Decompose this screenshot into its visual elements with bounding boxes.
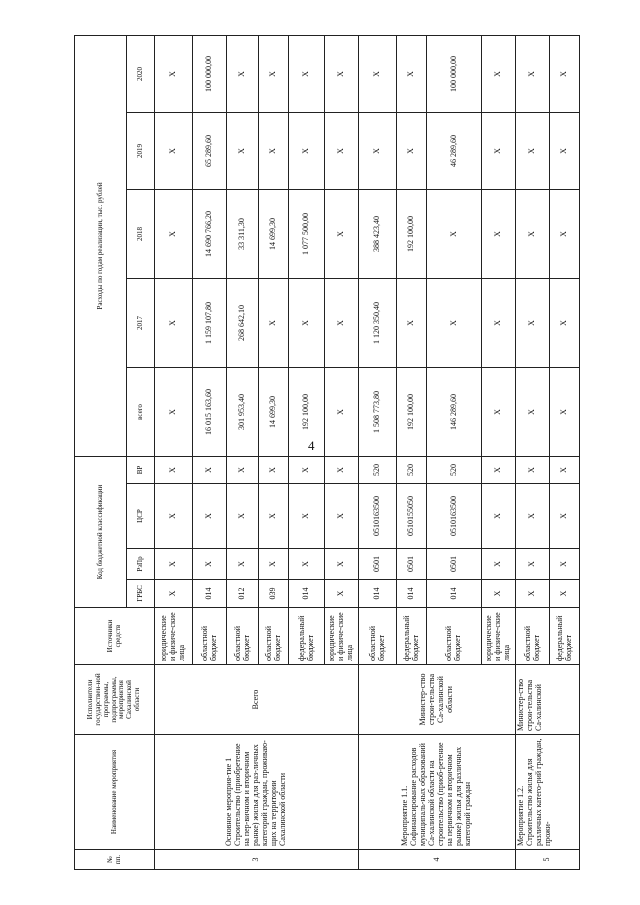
rzpr-cell: 0501 <box>359 549 397 580</box>
source-cell: федеральный бюджет <box>550 608 580 665</box>
year-2019-cell: Х <box>359 112 397 189</box>
year-2017-cell: 268 642,10 <box>227 278 259 367</box>
table-row <box>155 35 193 869</box>
rzpr-cell: 0501 <box>397 549 427 580</box>
year-2018-cell: 1 077 500,00 <box>289 189 325 278</box>
total-cell: 146 289,60 <box>427 367 482 456</box>
rzpr-cell: Х <box>516 549 550 580</box>
header-rzpr: РзПр <box>127 549 155 580</box>
year-2019-cell: Х <box>259 112 289 189</box>
header-num: № пп. <box>75 850 155 870</box>
vr-cell: Х <box>482 456 516 483</box>
total-cell: 14 699,30 <box>259 367 289 456</box>
year-2018-cell: 14 690 766,20 <box>193 189 227 278</box>
csr-cell: 0510163500 <box>427 484 482 549</box>
year-2018-cell: Х <box>427 189 482 278</box>
budget-table <box>74 35 580 870</box>
year-2020-cell: Х <box>359 35 397 112</box>
total-cell: Х <box>325 367 359 456</box>
grbs-cell: 014 <box>193 580 227 608</box>
grbs-cell: Х <box>325 580 359 608</box>
header-executor: Исполнители государствен-ной программы, подпрограммы, мероприятия Сахалинской области <box>75 665 155 735</box>
header-source: Источники средств <box>75 608 155 665</box>
table-rotator <box>74 35 573 870</box>
rzpr-cell: Х <box>259 549 289 580</box>
vr-cell: Х <box>259 456 289 483</box>
vr-cell: 520 <box>397 456 427 483</box>
vr-cell: 520 <box>427 456 482 483</box>
source-cell: федеральный бюджет <box>397 608 427 665</box>
header-name: Наименование мероприятия <box>75 735 155 850</box>
year-2020-cell: Х <box>155 35 193 112</box>
csr-cell: Х <box>482 484 516 549</box>
grbs-cell: Х <box>516 580 550 608</box>
grbs-cell: 014 <box>289 580 325 608</box>
year-2019-cell: Х <box>482 112 516 189</box>
rzpr-cell: Х <box>325 549 359 580</box>
csr-cell: 0510155050 <box>397 484 427 549</box>
executor: Всего <box>155 665 359 735</box>
vr-cell: Х <box>227 456 259 483</box>
year-2017-cell: Х <box>550 278 580 367</box>
year-2018-cell: Х <box>550 189 580 278</box>
header-2017: 2017 <box>127 278 155 367</box>
row-number: 5 <box>516 850 580 870</box>
csr-cell: Х <box>227 484 259 549</box>
activity-name: Мероприятие 1.2. Строительство жилья для различных катего-рий граждан, прожи- <box>516 735 580 850</box>
header-expenses-group: Расходы по годам реализации, тыс. рублей <box>75 35 127 456</box>
grbs-cell: Х <box>482 580 516 608</box>
total-cell: 301 953,40 <box>227 367 259 456</box>
executor: Министер-ство строи-тельства Са-халинской области <box>359 665 516 735</box>
year-2020-cell: Х <box>259 35 289 112</box>
year-2020-cell: Х <box>516 35 550 112</box>
year-2020-cell: Х <box>227 35 259 112</box>
grbs-cell: 039 <box>259 580 289 608</box>
csr-cell: Х <box>193 484 227 549</box>
grbs-cell: 014 <box>397 580 427 608</box>
row-number: 4 <box>359 850 516 870</box>
year-2017-cell: Х <box>289 278 325 367</box>
total-cell: Х <box>482 367 516 456</box>
header-code-group: Код бюджетной классификации <box>75 456 127 607</box>
source-cell: юридические и физиче-ские лица <box>482 608 516 665</box>
header-vr: ВР <box>127 456 155 483</box>
csr-cell: Х <box>325 484 359 549</box>
year-2017-cell: 1 159 107,80 <box>193 278 227 367</box>
year-2017-cell: Х <box>427 278 482 367</box>
csr-cell: Х <box>550 484 580 549</box>
year-2020-cell: 100 000,00 <box>427 35 482 112</box>
year-2020-cell: Х <box>289 35 325 112</box>
source-cell: юридические и физиче-ские лица <box>325 608 359 665</box>
year-2018-cell: 192 100,00 <box>397 189 427 278</box>
rzpr-cell: Х <box>227 549 259 580</box>
year-2017-cell: 1 120 350,40 <box>359 278 397 367</box>
vr-cell: Х <box>550 456 580 483</box>
grbs-cell: 014 <box>359 580 397 608</box>
total-cell: 16 015 163,60 <box>193 367 227 456</box>
rzpr-cell: Х <box>482 549 516 580</box>
header-csr: ЦСР <box>127 484 155 549</box>
total-cell: 192 100,00 <box>397 367 427 456</box>
source-cell: областной бюджет <box>259 608 289 665</box>
year-2018-cell: Х <box>155 189 193 278</box>
year-2018-cell: 14 699,30 <box>259 189 289 278</box>
source-cell: областной бюджет <box>227 608 259 665</box>
activity-name: Основное мероприя-тие 1 Строительство (приобретение на пер-вичном и вторичном рынке) жилья для раз-личных категорий граждан, проживаю-щих на территории Сахалинской области <box>155 735 359 850</box>
year-2020-cell: 100 000,00 <box>193 35 227 112</box>
source-cell: областной бюджет <box>516 608 550 665</box>
source-cell: областной бюджет <box>193 608 227 665</box>
year-2020-cell: Х <box>325 35 359 112</box>
csr-cell: Х <box>259 484 289 549</box>
year-2019-cell: Х <box>227 112 259 189</box>
vr-cell: 520 <box>359 456 397 483</box>
csr-cell: Х <box>516 484 550 549</box>
year-2019-cell: Х <box>550 112 580 189</box>
year-2020-cell: Х <box>482 35 516 112</box>
table-body <box>75 35 580 869</box>
header-2019: 2019 <box>127 112 155 189</box>
vr-cell: Х <box>289 456 325 483</box>
csr-cell: 0510163500 <box>359 484 397 549</box>
total-cell: Х <box>550 367 580 456</box>
header-2020: 2020 <box>127 35 155 112</box>
grbs-cell: Х <box>550 580 580 608</box>
year-2017-cell: Х <box>259 278 289 367</box>
header-grbs: ГРБС <box>127 580 155 608</box>
vr-cell: Х <box>193 456 227 483</box>
activity-name: Мероприятие 1.1. Софинансирование расходов муниципаль-ных образований Са-халинской области на строительство (приоб-ретение на первичном и вторичном рынке) жилья для различных категорий граждан <box>359 735 516 850</box>
rzpr-cell: Х <box>155 549 193 580</box>
csr-cell: Х <box>289 484 325 549</box>
year-2017-cell: Х <box>155 278 193 367</box>
year-2018-cell: Х <box>516 189 550 278</box>
year-2019-cell: 46 289,60 <box>427 112 482 189</box>
table-row <box>516 35 550 869</box>
year-2018-cell: Х <box>482 189 516 278</box>
rotated-table-frame <box>74 35 573 870</box>
table-row <box>359 35 397 869</box>
year-2019-cell: Х <box>155 112 193 189</box>
source-cell: юридические и физиче-ские лица <box>155 608 193 665</box>
grbs-cell: 014 <box>427 580 482 608</box>
year-2017-cell: Х <box>397 278 427 367</box>
rzpr-cell: 0501 <box>427 549 482 580</box>
executor: Министер-ство строи-тельства Са-халинской <box>516 665 580 735</box>
year-2019-cell: 65 289,60 <box>193 112 227 189</box>
year-2019-cell: Х <box>516 112 550 189</box>
year-2018-cell: 388 423,40 <box>359 189 397 278</box>
year-2017-cell: Х <box>516 278 550 367</box>
vr-cell: Х <box>155 456 193 483</box>
header-total: всего <box>127 367 155 456</box>
source-cell: областной бюджет <box>359 608 397 665</box>
total-cell: Х <box>516 367 550 456</box>
year-2020-cell: Х <box>397 35 427 112</box>
rzpr-cell: Х <box>193 549 227 580</box>
year-2019-cell: Х <box>289 112 325 189</box>
page-number: 4 <box>308 438 315 453</box>
total-cell: Х <box>155 367 193 456</box>
year-2018-cell: Х <box>325 189 359 278</box>
year-2017-cell: Х <box>482 278 516 367</box>
source-cell: областной бюджет <box>427 608 482 665</box>
vr-cell: Х <box>325 456 359 483</box>
total-cell: 192 100,00 <box>289 367 325 456</box>
csr-cell: Х <box>155 484 193 549</box>
grbs-cell: 012 <box>227 580 259 608</box>
year-2019-cell: Х <box>325 112 359 189</box>
year-2017-cell: Х <box>325 278 359 367</box>
year-2020-cell: Х <box>550 35 580 112</box>
year-2019-cell: Х <box>397 112 427 189</box>
vr-cell: Х <box>516 456 550 483</box>
rzpr-cell: Х <box>550 549 580 580</box>
header-2018: 2018 <box>127 189 155 278</box>
year-2018-cell: 33 311,30 <box>227 189 259 278</box>
grbs-cell: Х <box>155 580 193 608</box>
total-cell: 1 508 773,80 <box>359 367 397 456</box>
row-number: 3 <box>155 850 359 870</box>
header-row-1 <box>75 35 127 869</box>
source-cell: федеральный бюджет <box>289 608 325 665</box>
rzpr-cell: Х <box>289 549 325 580</box>
